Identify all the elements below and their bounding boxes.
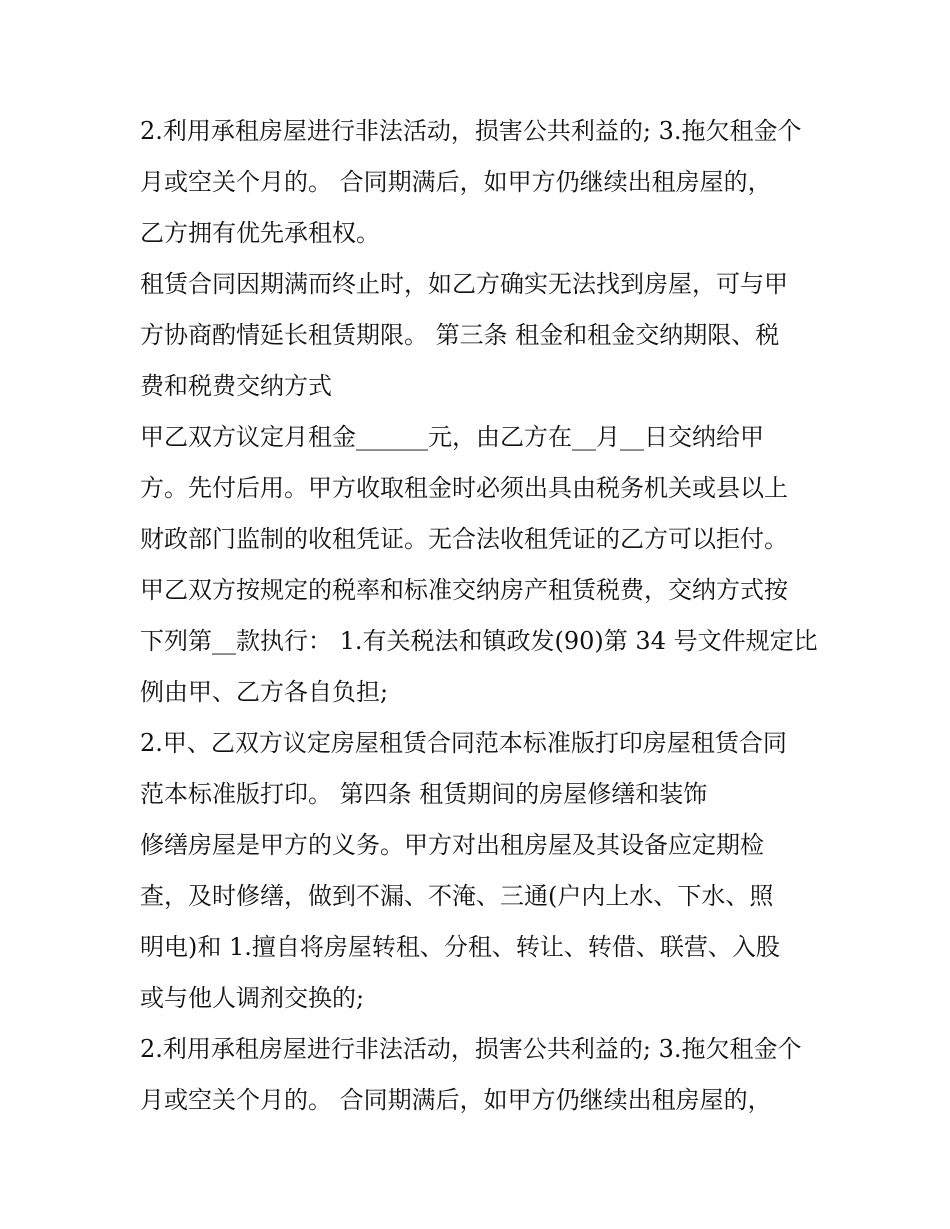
- text-line: 下列第__款执行： 1.有关税法和镇政发(90)第 34 号文件规定比: [140, 627, 818, 655]
- text-line: 甲乙双方按规定的税率和标准交纳房产租赁税费，交纳方式按: [140, 576, 788, 604]
- text-line: 2.利用承租房屋进行非法活动，损害公共利益的; 3.拖欠租金个: [140, 1035, 802, 1063]
- document-body: [140, 106, 820, 1126]
- text-line: 明电)和 1.擅自将房屋转租、分租、转让、转借、联营、入股: [140, 933, 780, 961]
- text-line: 例由甲、乙方各自负担;: [140, 678, 389, 706]
- text-line: 租赁合同因期满而终止时，如乙方确实无法找到房屋，可与甲: [140, 270, 788, 298]
- text-line: 2.甲、乙双方议定房屋租赁合同范本标准版打印房屋租赁合同: [140, 729, 787, 757]
- text-line: 费和税费交纳方式: [140, 372, 332, 400]
- text-line: 财政部门监制的收租凭证。无合法收租凭证的乙方可以拒付。: [140, 525, 788, 553]
- text-line: 乙方拥有优先承租权。: [140, 219, 380, 247]
- text-line: 方。先付后用。甲方收取租金时必须出具由税务机关或县以上: [140, 474, 788, 502]
- text-line: 2.利用承租房屋进行非法活动，损害公共利益的; 3.拖欠租金个: [140, 117, 802, 145]
- text-line: 范本标准版打印。 第四条 租赁期间的房屋修缮和装饰: [140, 780, 708, 808]
- text-line: 修缮房屋是甲方的义务。甲方对出租房屋及其设备应定期检: [140, 831, 764, 859]
- text-line: 月或空关个月的。 合同期满后，如甲方仍继续出租房屋的，: [140, 168, 772, 196]
- text-line: 或与他人调剂交换的;: [140, 984, 365, 1012]
- text-line: 甲乙双方议定月租金______元，由乙方在__月__日交纳给甲: [140, 423, 764, 451]
- text-line: 查，及时修缮，做到不漏、不淹、三通(户内上水、下水、照: [140, 882, 774, 910]
- text-line: 方协商酌情延长租赁期限。 第三条 租金和租金交纳期限、税: [140, 321, 780, 349]
- text-line: 月或空关个月的。 合同期满后，如甲方仍继续出租房屋的，: [140, 1086, 772, 1114]
